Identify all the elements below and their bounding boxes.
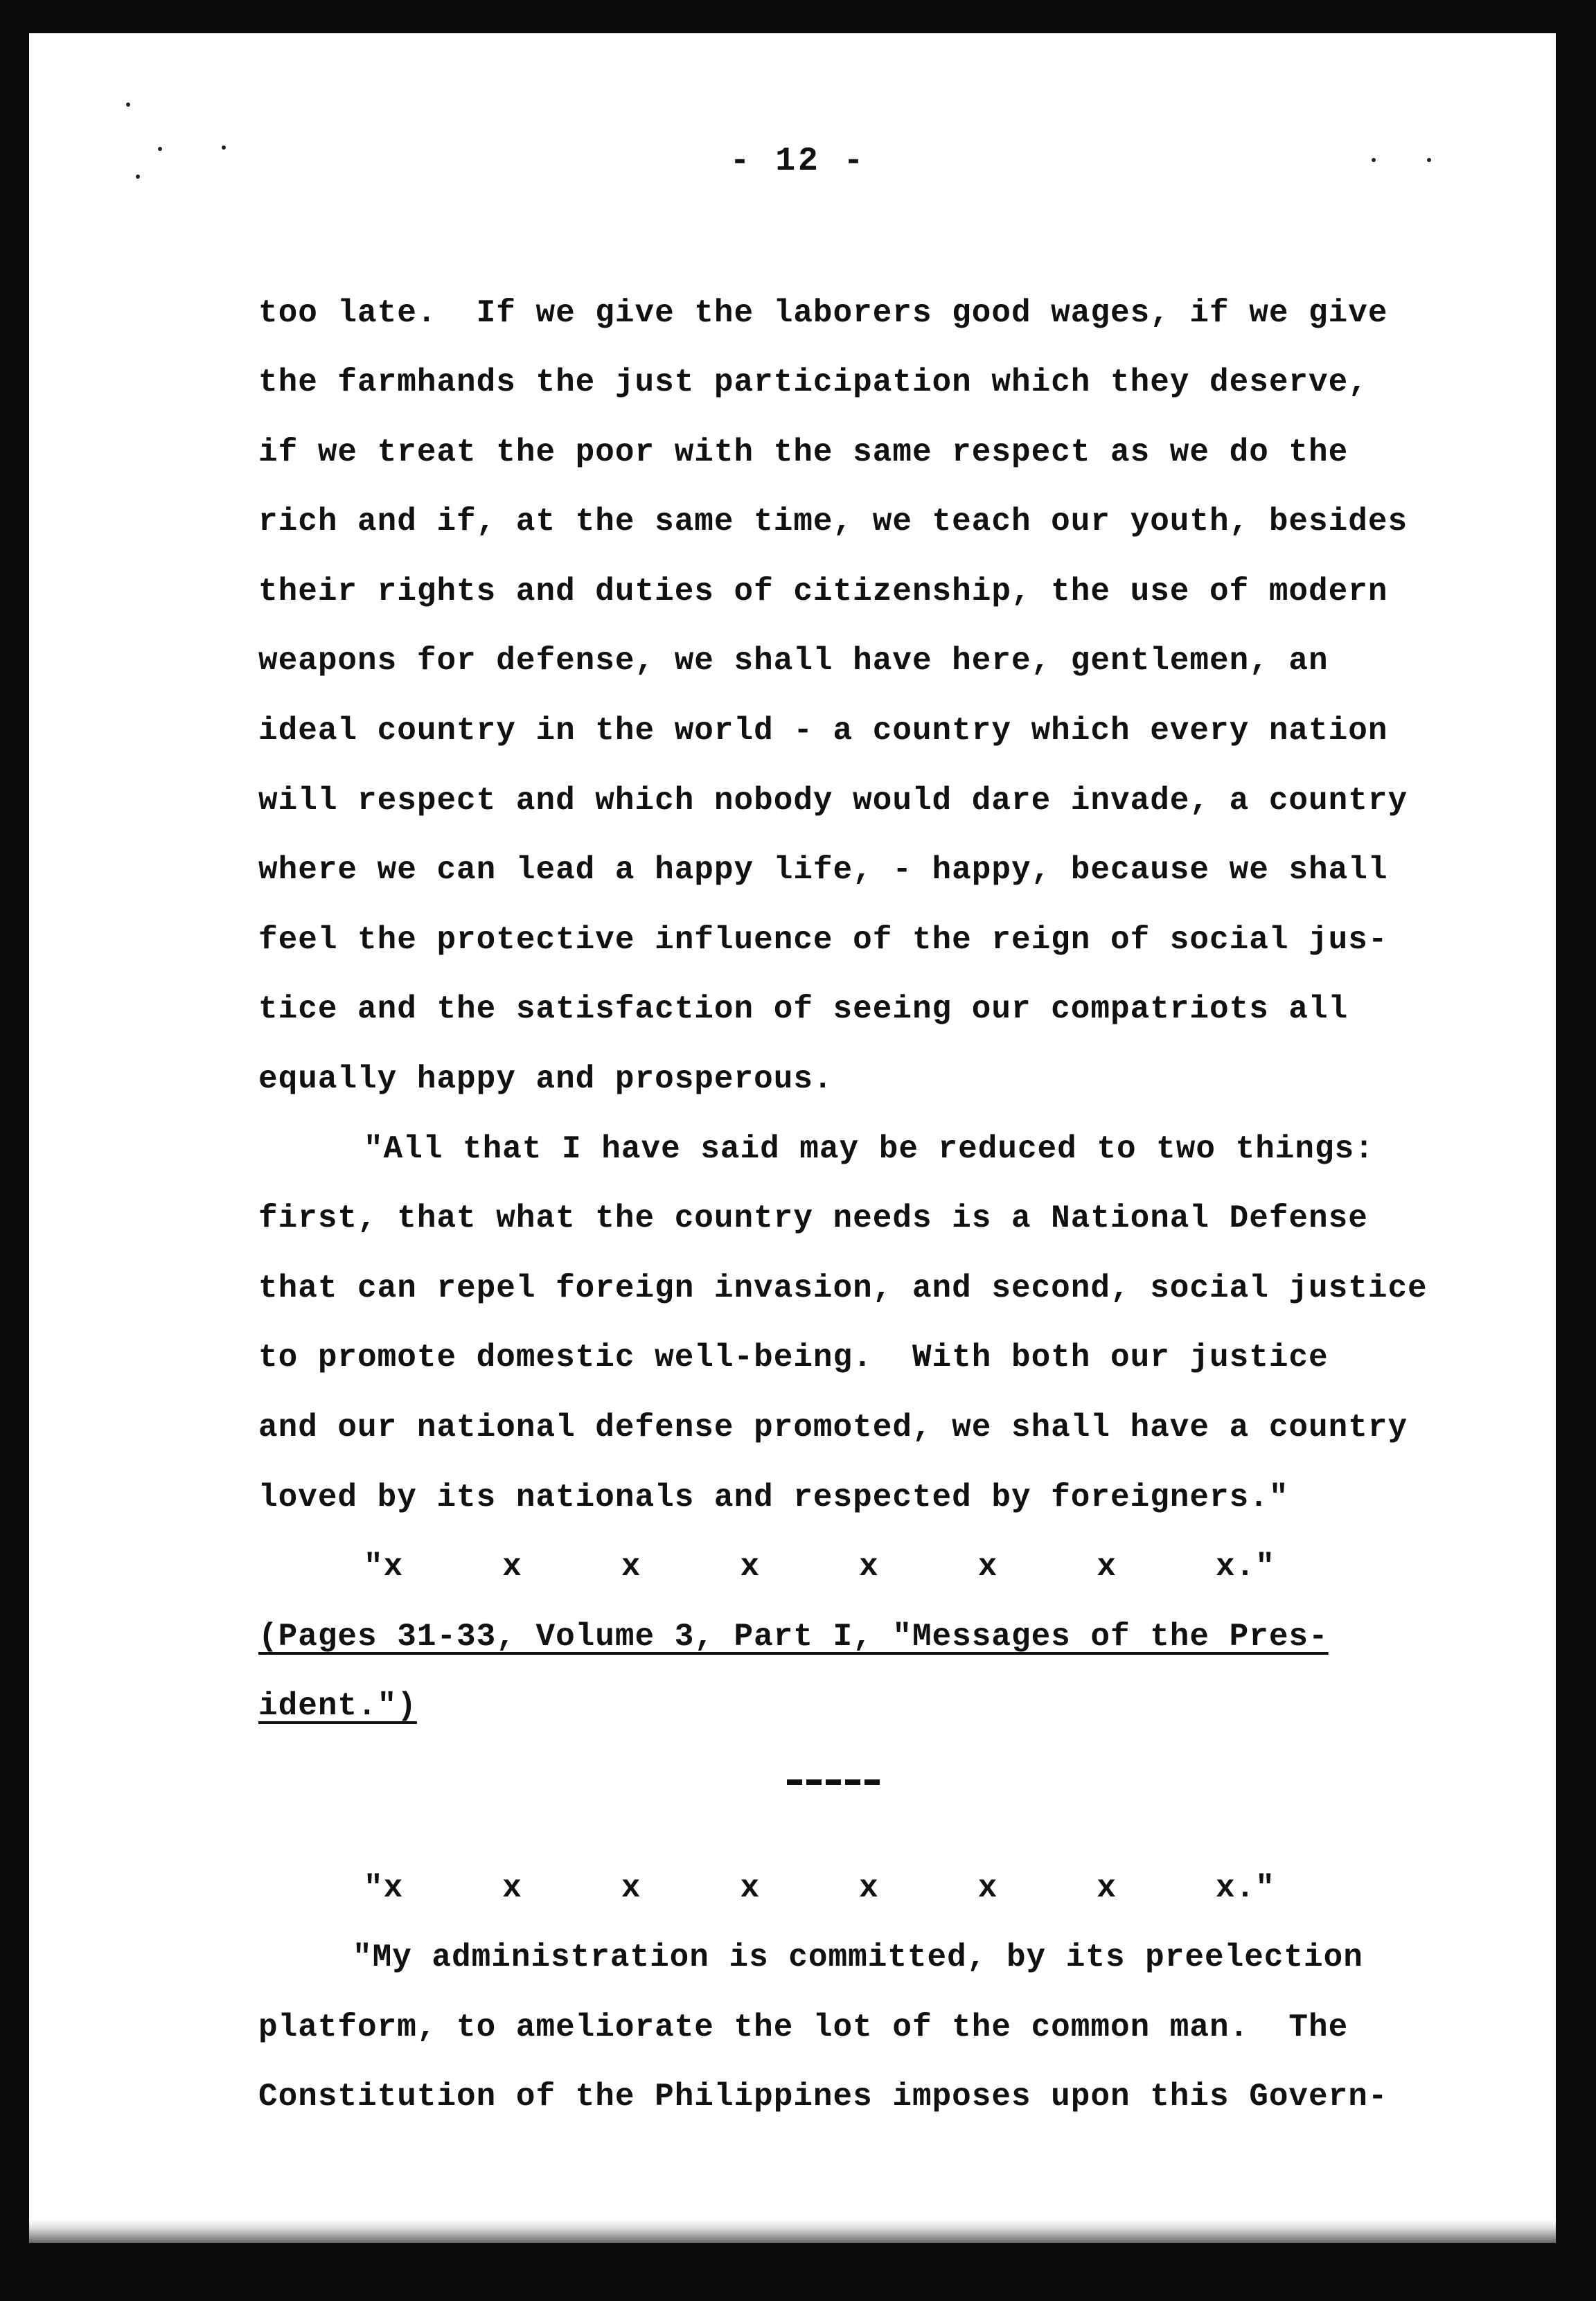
text-line: feel the protective influence of the reign of social jus-	[258, 922, 1388, 958]
scan-speck	[1372, 158, 1376, 162]
text-line: will respect and which nobody would dare invade, a country	[258, 783, 1408, 819]
page-number: - 12 -	[729, 143, 867, 180]
text-line: platform, to ameliorate the lot of the common man. The	[258, 2009, 1349, 2045]
text-line: their rights and duties of citizenship, the use of modern	[258, 574, 1388, 610]
text-line: Constitution of the Philippines imposes upon this Govern-	[258, 2079, 1388, 2115]
citation-line: ident.")	[258, 1688, 417, 1724]
ellipsis-line: "x x x x x x x x."	[364, 1870, 1275, 1906]
ellipsis-line: "x x x x x x x x."	[364, 1549, 1275, 1585]
text-line: weapons for defense, we shall have here, gentlemen, an	[258, 643, 1329, 679]
citation-line: (Pages 31-33, Volume 3, Part I, "Messages of the Pres-	[258, 1619, 1329, 1655]
scan-speck	[126, 103, 130, 107]
text-line: tice and the satisfaction of seeing our compatriots all	[258, 991, 1349, 1027]
text-line: rich and if, at the same time, we teach our youth, besides	[258, 504, 1408, 540]
text-line: if we treat the poor with the same respect as we do the	[258, 434, 1349, 470]
scan-speck	[136, 175, 140, 179]
text-line: to promote domestic well-being. With both our justice	[258, 1340, 1329, 1376]
text-line: too late. If we give the laborers good wages, if we give	[258, 295, 1388, 331]
scan-speck	[1427, 158, 1431, 162]
text-line: where we can lead a happy life, - happy, because we shall	[258, 852, 1388, 888]
text-line: ideal country in the world - a country which every nation	[258, 713, 1388, 749]
text-line: equally happy and prosperous.	[258, 1061, 833, 1097]
text-line: "All that I have said may be reduced to two things:	[364, 1131, 1374, 1167]
scan-speck	[222, 145, 226, 150]
scan-speck	[158, 147, 162, 151]
section-divider	[787, 1779, 880, 1785]
text-line: the farmhands the just participation which they deserve,	[258, 364, 1368, 400]
text-line: first, that what the country needs is a National Defense	[258, 1200, 1368, 1236]
text-line: and our national defense promoted, we shall have a country	[258, 1410, 1408, 1446]
text-line: "My administration is committed, by its preelection	[353, 1939, 1363, 1975]
text-line: loved by its nationals and respected by foreigners."	[258, 1480, 1289, 1516]
text-line: that can repel foreign invasion, and second, social justice	[258, 1270, 1428, 1306]
